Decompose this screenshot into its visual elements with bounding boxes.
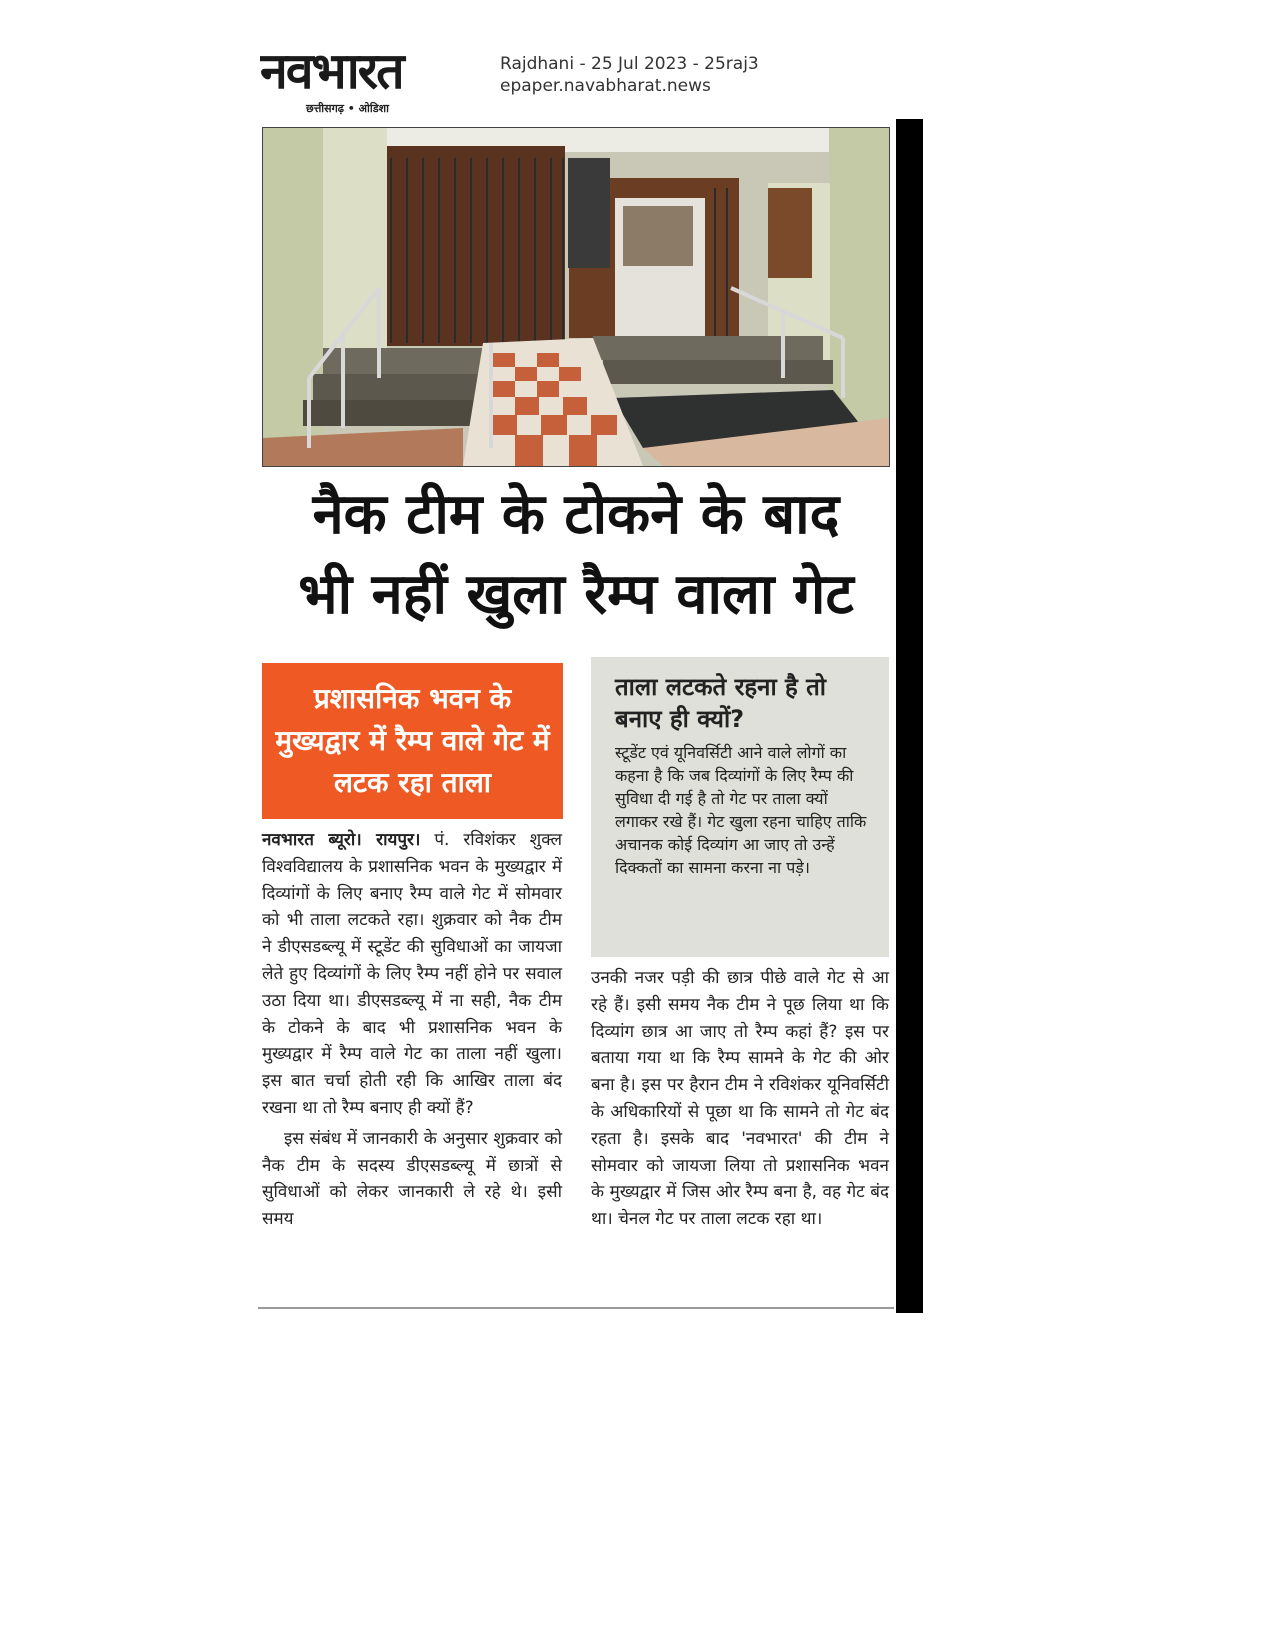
subheadline-text: प्रशासनिक भवन के मुख्यद्वार में रैम्प वाले गेट में लटक रहा ताला [275,682,550,799]
para-1-text: पं. रविशंकर शुक्ल विश्वविद्यालय के प्रशासनिक भवन के मुख्यद्वार में दिव्यांगों के लिए बनाए रैम्प वाले गेट में सोमवार को भी ताला लटकते रहा। शुक्रवार को नैक टीम ने डीएसडब्ल्यू में स्टूडेंट की सुविधाओं का जायजा लेते हुए दिव्यांगों के लिए रैम्प नहीं होने पर सवाल उठा दिया था। डीएसडब्ल्यू में ना सही, नैक टीम के टोकने के बाद भी प्रशासनिक भवन के मुख्यद्वार में रैम्प वाले गेट का ताला नहीं खुला। इस बात चर्चा होती रही कि आखिर ताला बंद रखना था तो रैम्प बनाए ही क्यों हैं? [262,830,562,1118]
article-column-left [262,827,562,1233]
article-para-2: इस संबंध में जानकारी के अनुसार शुक्रवार को नैक टीम के सदस्य डीएसडब्ल्यू में छात्रों से सुविधाओं को लेकर जानकारी ले रहे थे। इसी समय [262,1128,562,1230]
article-headline [258,475,894,635]
headline-line-2: भी नहीं खुला रैम्प वाला गेट [298,562,854,627]
sidebar-title: ताला लटकते रहना है तो बनाए ही क्यों? [615,673,827,733]
logo-wordmark: नवभारत [260,45,403,97]
black-side-bar [896,119,923,1313]
newspaper-clipping [258,45,923,1313]
article-para-1 [262,827,562,1122]
subheadline-box [262,663,563,819]
bottom-divider [258,1307,894,1309]
sidebar-box [591,657,889,957]
newspaper-logo [258,45,480,117]
headline-line-1: नैक टीम के टोकने के बाद [312,482,840,547]
article-column-right [591,965,889,1233]
article-photo [262,127,890,467]
sidebar-body: स्टूडेंट एवं यूनिवर्सिटी आने वाले लोगों का कहना है कि जब दिव्यांगों के लिए रैम्प की सुविधा दी गई है तो गेट पर ताला क्यों लगाकर रखे हैं। गेट खुला रहना चाहिए ताकि अचानक कोई दिव्यांग आ जाए तो उन्हें दिक्कतों का सामना करना ना पड़े। [615,743,867,877]
logo-subtitle: छत्तीसगढ़ • ओडिशा [306,102,389,115]
website-url: epaper.navabharat.news [500,76,711,96]
dateline: नवभारत ब्यूरो। रायपुर। [262,830,421,850]
article-para-3: उनकी नजर पड़ी की छात्र पीछे वाले गेट से आ रहे हैं। इसी समय नैक टीम ने पूछ लिया था कि दिव्यांग छात्र आ जाए तो रैम्प कहां हैं? इस पर बताया गया था कि रैम्प सामने के गेट की ओर बना है। इस पर हैरान टीम ने रविशंकर यूनिवर्सिटी के अधिकारियों से पूछा था कि सामने तो गेट बंद रहता है। इसके बाद 'नवभारत' की टीम ने सोमवार को जायजा लिया तो प्रशासनिक भवन के मुख्यद्वार में जिस ओर रैम्प बना है, वह गेट बंद था। चेनल गेट पर ताला लटक रहा था। [591,968,889,1230]
edition-line: Rajdhani - 25 Jul 2023 - 25raj3 [500,54,759,74]
edition-info [500,53,759,97]
